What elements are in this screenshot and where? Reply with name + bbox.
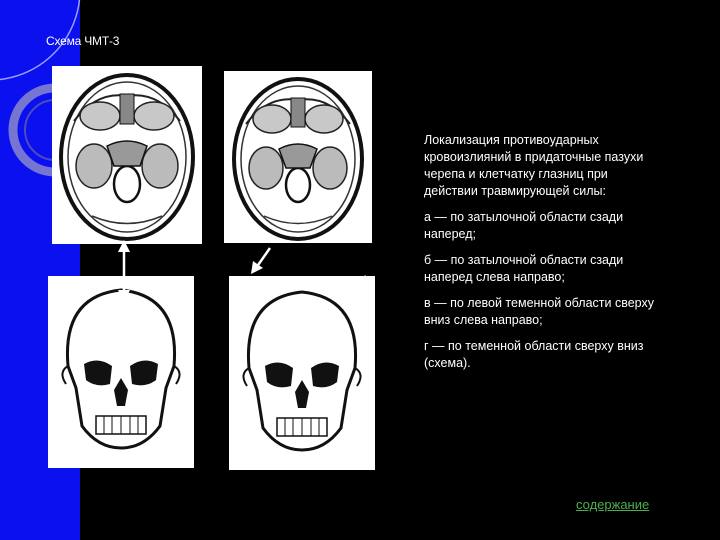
skull-front-figure-left	[48, 276, 194, 468]
description-item-a: а — по затылочной области сзади наперед;	[424, 210, 624, 241]
skull-base-illustration	[224, 71, 372, 243]
description-item-g: г — по теменной области сверху вниз (схема).	[424, 339, 644, 370]
force-arrow-icon	[340, 272, 370, 300]
skull-front-illustration	[229, 276, 375, 470]
slide-description	[424, 132, 664, 381]
description-item-v: в — по левой теменной области сверху вниз слева направо;	[424, 296, 654, 327]
force-arrow-icon	[112, 238, 136, 304]
description-item-b: б — по затылочной области сзади наперед слева направо;	[424, 253, 624, 284]
skull-base-figure-left	[52, 66, 202, 244]
force-arrow-icon	[248, 244, 274, 276]
skull-base-figure-right	[224, 71, 372, 243]
skull-front-illustration	[48, 276, 194, 468]
skull-base-illustration	[52, 66, 202, 244]
skull-front-figure-right	[229, 276, 375, 470]
slide-title: Схема ЧМТ-3	[46, 34, 120, 48]
description-intro: Локализация противоударных кровоизлияний в придаточные пазухи черепа и клетчатку глазниц при действии травмирующей силы:	[424, 133, 644, 198]
contents-link[interactable]: содержание	[576, 497, 650, 512]
